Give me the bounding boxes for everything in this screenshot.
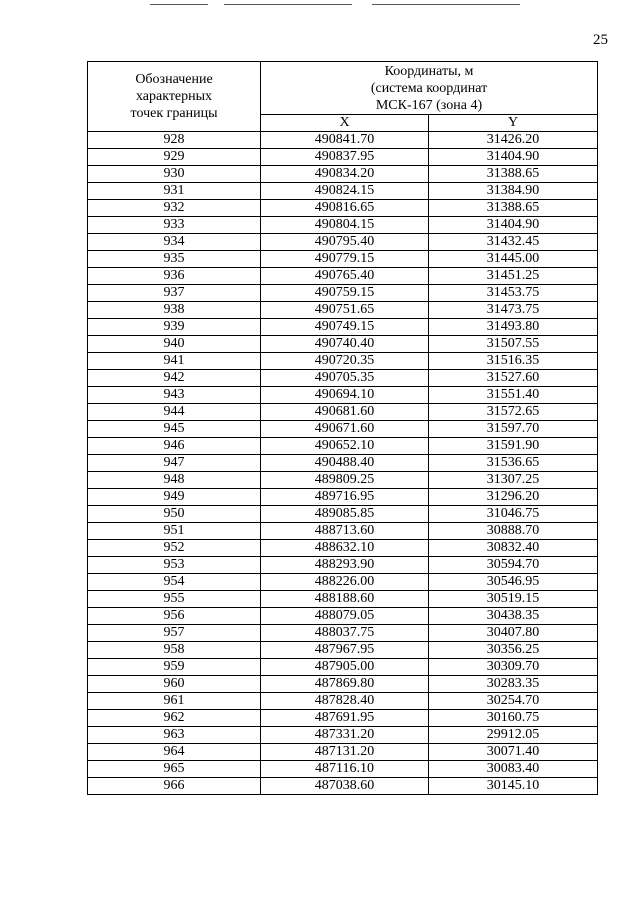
y-coordinate-cell: 31046.75 [429,506,598,523]
coordinates-header [261,62,598,115]
y-coordinate-cell: 30546.95 [429,574,598,591]
table-row [88,557,598,574]
point-number-cell: 934 [88,234,261,251]
table-row [88,506,598,523]
y-coordinate-cell: 31296.20 [429,489,598,506]
y-coordinate-cell: 31445.00 [429,251,598,268]
x-coordinate-cell: 490759.15 [261,285,429,302]
y-coordinate-cell: 31307.25 [429,472,598,489]
coords-header-line-2: (система координат [370,80,488,96]
coordinates-table [87,61,598,795]
point-number-cell: 931 [88,183,261,200]
y-coordinate-cell: 31451.25 [429,268,598,285]
y-coordinate-cell: 29912.05 [429,727,598,744]
y-coordinate-cell: 31572.65 [429,404,598,421]
y-coordinate-cell: 31516.35 [429,353,598,370]
x-column-header: X [261,115,429,132]
top-rule-right [372,4,520,5]
y-coordinate-cell: 31536.65 [429,455,598,472]
x-coordinate-cell: 490795.40 [261,234,429,251]
y-coordinate-cell: 31493.80 [429,319,598,336]
point-number-cell: 963 [88,727,261,744]
point-number-cell: 956 [88,608,261,625]
point-number-cell: 943 [88,387,261,404]
x-coordinate-cell: 490751.65 [261,302,429,319]
point-number-cell: 944 [88,404,261,421]
table-row [88,149,598,166]
point-number-cell: 951 [88,523,261,540]
y-coordinate-cell: 30594.70 [429,557,598,574]
point-number-cell: 949 [88,489,261,506]
table-row [88,404,598,421]
table-row [88,523,598,540]
x-coordinate-cell: 487116.10 [261,761,429,778]
y-coordinate-cell: 30309.70 [429,659,598,676]
x-coordinate-cell: 490824.15 [261,183,429,200]
y-coordinate-cell: 30438.35 [429,608,598,625]
y-coordinate-cell: 30832.40 [429,540,598,557]
x-coordinate-cell: 490804.15 [261,217,429,234]
table-row [88,268,598,285]
x-coordinate-cell: 490694.10 [261,387,429,404]
point-number-cell: 929 [88,149,261,166]
y-coordinate-cell: 31426.20 [429,132,598,149]
point-number-cell: 959 [88,659,261,676]
y-coordinate-cell: 31388.65 [429,200,598,217]
y-coordinate-cell: 31597.70 [429,421,598,438]
y-coordinate-cell: 30283.35 [429,676,598,693]
table-row [88,132,598,149]
y-column-header: Y [429,115,598,132]
x-coordinate-cell: 490834.20 [261,166,429,183]
y-coordinate-cell: 31432.45 [429,234,598,251]
table-row [88,217,598,234]
point-header-line-1: Обозначение [135,72,213,87]
table-row [88,319,598,336]
point-number-cell: 962 [88,710,261,727]
point-number-cell: 930 [88,166,261,183]
x-coordinate-cell: 490671.60 [261,421,429,438]
x-coordinate-cell: 490837.95 [261,149,429,166]
x-coordinate-cell: 487131.20 [261,744,429,761]
point-number-cell: 937 [88,285,261,302]
y-coordinate-cell: 30356.25 [429,642,598,659]
y-coordinate-cell: 31527.60 [429,370,598,387]
y-coordinate-cell: 31388.65 [429,166,598,183]
x-coordinate-cell: 489085.85 [261,506,429,523]
point-header-line-2: характерных [135,89,213,104]
x-coordinate-cell: 490652.10 [261,438,429,455]
y-coordinate-cell: 31404.90 [429,217,598,234]
y-coordinate-cell: 31384.90 [429,183,598,200]
y-coordinate-cell: 31507.55 [429,336,598,353]
table-row [88,302,598,319]
point-number-cell: 945 [88,421,261,438]
point-number-cell: 947 [88,455,261,472]
page-number: 25 [593,32,608,48]
x-coordinate-cell: 490749.15 [261,319,429,336]
y-coordinate-cell: 30160.75 [429,710,598,727]
table-row [88,455,598,472]
x-coordinate-cell: 487905.00 [261,659,429,676]
x-coordinate-cell: 488188.60 [261,591,429,608]
table-row [88,166,598,183]
y-coordinate-cell: 31591.90 [429,438,598,455]
y-coordinate-cell: 30519.15 [429,591,598,608]
x-coordinate-cell: 487869.80 [261,676,429,693]
x-coordinate-cell: 487691.95 [261,710,429,727]
top-rule-middle [224,4,352,5]
point-number-cell: 961 [88,693,261,710]
top-rule-left [150,4,208,5]
table-row [88,421,598,438]
x-coordinate-cell: 488037.75 [261,625,429,642]
table-row [88,370,598,387]
y-coordinate-cell: 30407.80 [429,625,598,642]
coords-header-line-3: МСК-167 (зона 4) [375,97,483,113]
x-coordinate-cell: 489809.25 [261,472,429,489]
x-coordinate-cell: 490720.35 [261,353,429,370]
point-number-cell: 942 [88,370,261,387]
y-coordinate-cell: 30254.70 [429,693,598,710]
x-coordinate-cell: 490841.70 [261,132,429,149]
point-number-cell: 948 [88,472,261,489]
y-coordinate-cell: 30083.40 [429,761,598,778]
table-row [88,710,598,727]
point-number-cell: 935 [88,251,261,268]
point-number-cell: 954 [88,574,261,591]
point-number-cell: 953 [88,557,261,574]
table-row [88,353,598,370]
x-coordinate-cell: 488079.05 [261,608,429,625]
x-coordinate-cell: 487967.95 [261,642,429,659]
table-row [88,727,598,744]
x-coordinate-cell: 488632.10 [261,540,429,557]
table-row [88,234,598,251]
y-coordinate-cell: 31404.90 [429,149,598,166]
table-row [88,574,598,591]
point-number-cell: 950 [88,506,261,523]
point-number-cell: 966 [88,778,261,795]
point-number-cell: 957 [88,625,261,642]
point-number-cell: 936 [88,268,261,285]
table-row [88,761,598,778]
x-coordinate-cell: 488293.90 [261,557,429,574]
point-number-cell: 940 [88,336,261,353]
table-row [88,693,598,710]
table-row [88,387,598,404]
point-number-cell: 941 [88,353,261,370]
x-coordinate-cell: 490779.15 [261,251,429,268]
y-coordinate-cell: 30888.70 [429,523,598,540]
table-row [88,540,598,557]
x-coordinate-cell: 490765.40 [261,268,429,285]
table-row [88,251,598,268]
table-header [88,62,598,132]
table-row [88,676,598,693]
x-coordinate-cell: 487331.20 [261,727,429,744]
point-number-cell: 933 [88,217,261,234]
table-body [88,132,598,795]
point-number-cell: 946 [88,438,261,455]
table-row [88,200,598,217]
table-row [88,608,598,625]
table-row [88,285,598,302]
point-number-cell: 960 [88,676,261,693]
x-coordinate-cell: 488226.00 [261,574,429,591]
table-row [88,438,598,455]
point-number-cell: 928 [88,132,261,149]
y-coordinate-cell: 31551.40 [429,387,598,404]
point-number-cell: 938 [88,302,261,319]
y-coordinate-cell: 30145.10 [429,778,598,795]
point-number-cell: 939 [88,319,261,336]
point-number-cell: 955 [88,591,261,608]
table-row [88,778,598,795]
x-coordinate-cell: 490705.35 [261,370,429,387]
x-coordinate-cell: 488713.60 [261,523,429,540]
table-row [88,642,598,659]
x-coordinate-cell: 490740.40 [261,336,429,353]
y-coordinate-cell: 31453.75 [429,285,598,302]
point-number-cell: 964 [88,744,261,761]
point-number-cell: 952 [88,540,261,557]
point-number-cell: 932 [88,200,261,217]
point-designation-header [88,62,261,132]
x-coordinate-cell: 490488.40 [261,455,429,472]
table-row [88,489,598,506]
table-row [88,472,598,489]
table-row [88,744,598,761]
x-coordinate-cell: 487038.60 [261,778,429,795]
point-number-cell: 958 [88,642,261,659]
coords-header-line-1: Координаты, м [384,63,474,79]
table-row [88,183,598,200]
x-coordinate-cell: 487828.40 [261,693,429,710]
x-coordinate-cell: 490681.60 [261,404,429,421]
point-header-line-3: точек границы [130,106,218,121]
x-coordinate-cell: 489716.95 [261,489,429,506]
table-row [88,625,598,642]
x-coordinate-cell: 490816.65 [261,200,429,217]
y-coordinate-cell: 30071.40 [429,744,598,761]
y-coordinate-cell: 31473.75 [429,302,598,319]
point-number-cell: 965 [88,761,261,778]
table-row [88,659,598,676]
table-row [88,336,598,353]
table-row [88,591,598,608]
